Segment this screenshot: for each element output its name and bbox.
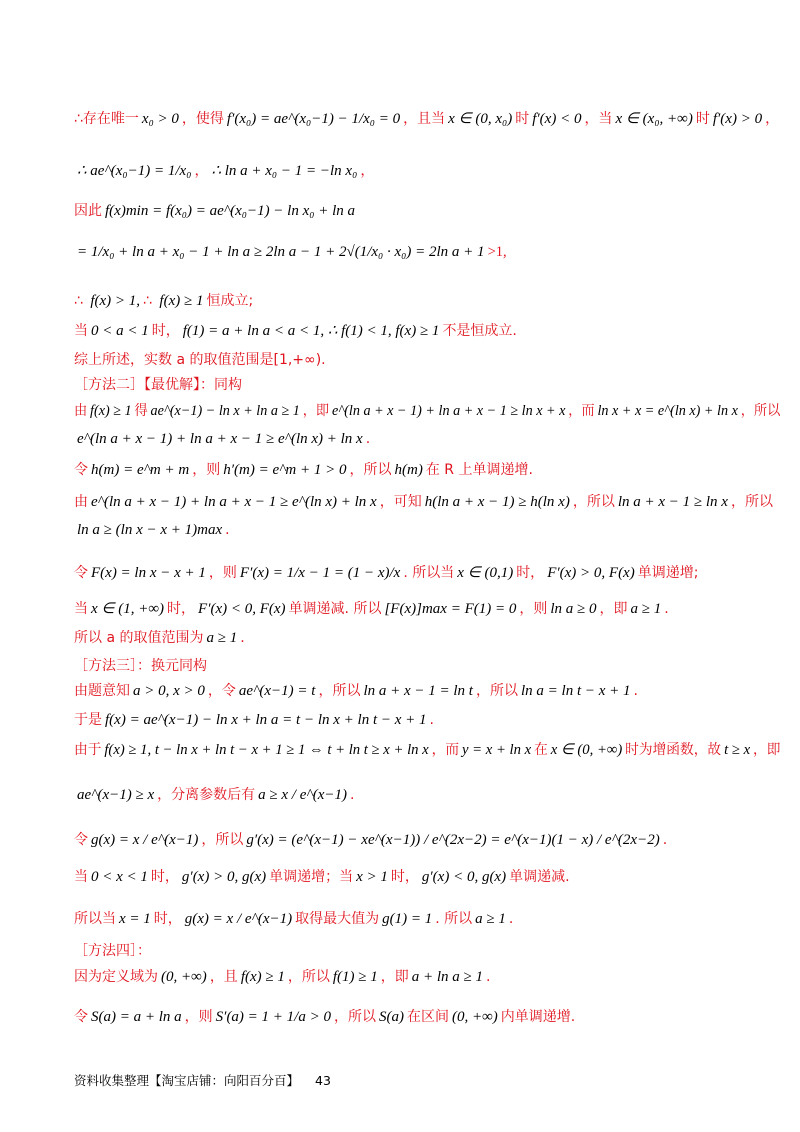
text-segment: ，即: [302, 403, 330, 419]
math-expression: S(a): [378, 1009, 404, 1025]
text-line: [74, 374, 760, 396]
text-segment: ，且当: [403, 111, 446, 127]
math-expression: h(ln a + x − 1) ≥ h(ln x): [424, 494, 570, 510]
math-expression: ae^(x−1) − ln x + ln a ≥ 1: [150, 403, 300, 419]
text-line: [74, 598, 760, 620]
math-expression: g′(x) > 0, g(x): [181, 869, 267, 885]
text-segment: 当: [74, 323, 88, 339]
text-segment: .: [240, 630, 245, 646]
math-expression: x = 1: [119, 911, 151, 927]
text-segment: ［方法四］：: [74, 943, 151, 959]
text-line: [74, 866, 760, 888]
math-expression: = 1/x₀ + ln a + x₀ − 1 + ln a ≥ 2ln a − 1 + 2√(1/x₀ · x₀) = 2ln a + 1: [77, 244, 485, 260]
text-segment: ，: [360, 163, 375, 179]
math-expression: f(x) ≥ 1: [240, 969, 285, 985]
text-line: [74, 966, 760, 988]
math-expression: f(x) ≥ 1: [90, 403, 132, 419]
math-expression: f(1) = a + ln a < a < 1, ∴ f(1) < 1, f(x) ≥ 1: [182, 323, 440, 339]
text-segment: 令: [74, 462, 88, 478]
text-segment: ∴: [74, 293, 88, 309]
math-expression: x ∈ (0, +∞): [550, 742, 623, 758]
text-line: [74, 739, 781, 761]
math-expression: e^(ln a + x − 1) + ln a + x − 1 ≥ e^(ln x) + ln x: [91, 494, 377, 510]
math-expression: h′(m) = e^m + 1 > 0: [223, 462, 347, 478]
text-segment: 取得最大值为: [295, 911, 380, 927]
text-segment: 综上所述，实数 a 的取值范围是[1,+∞).: [74, 352, 326, 368]
text-line: [74, 428, 760, 450]
text-segment: ，所以: [287, 969, 330, 985]
text-segment: 当: [74, 601, 88, 617]
math-expression: a ≥ x / e^(x−1): [258, 787, 347, 803]
math-expression: x ∈ (x₀, +∞): [615, 111, 693, 127]
math-expression: f(x) > 1,: [90, 293, 141, 309]
text-segment: 单调递增；当: [269, 869, 354, 885]
text-segment: 在 R 上单调递增.: [425, 462, 533, 478]
text-segment: 时，: [390, 869, 419, 885]
math-expression: f′(x) < 0: [532, 111, 582, 127]
text-segment: 由: [74, 494, 88, 510]
text-segment: 得: [134, 403, 148, 419]
text-segment: ，所以: [740, 403, 781, 419]
math-expression: a ≥ 1: [475, 911, 506, 927]
text-line: [74, 491, 773, 513]
math-expression: 0 < x < 1: [91, 869, 148, 885]
text-line: [74, 519, 760, 541]
text-segment: ∴: [143, 293, 157, 309]
text-segment: .: [225, 522, 230, 538]
text-segment: ，使得: [181, 111, 224, 127]
math-expression: S(a) = a + ln a: [91, 1009, 182, 1025]
math-expression: a > 0, x > 0: [133, 683, 205, 699]
text-segment: 时，: [516, 565, 545, 581]
text-line: [74, 655, 760, 677]
text-line: [74, 160, 760, 182]
text-segment: ，令: [207, 683, 236, 699]
math-expression: a + ln a ≥ 1: [411, 969, 484, 985]
math-expression: a ≥ 1: [630, 601, 662, 617]
text-segment: 恒成立;: [206, 293, 254, 309]
math-expression: F′(x) > 0, F(x): [547, 565, 635, 581]
math-expression: g(x) = x / e^(x−1): [91, 832, 199, 848]
text-segment: .: [486, 969, 491, 985]
text-line: [74, 680, 760, 702]
math-expression: e^(ln a + x − 1) + ln a + x − 1 ≥ ln x + x: [331, 403, 566, 419]
text-segment: 单调递减. 所以: [288, 601, 382, 617]
text-segment: 不是恒成立.: [442, 323, 517, 339]
text-segment: ，而: [568, 403, 595, 419]
text-segment: ，所以: [730, 494, 773, 510]
math-expression: g′(x) < 0, g(x): [421, 869, 507, 885]
math-expression: 0 < a < 1: [91, 323, 149, 339]
text-segment: ，分离参数后有: [157, 787, 256, 803]
text-segment: 由于: [74, 742, 102, 758]
math-expression: f(x)min = f(x₀) = ae^(x₀−1) − ln x₀ + ln a: [105, 203, 356, 219]
math-expression: ae^(x−1) = t: [238, 683, 316, 699]
math-expression: f(x) ≥ 1, t − ln x + ln t − x + 1 ≥ 1 ⇔ t + ln t ≥ x + ln x: [104, 742, 429, 758]
text-segment: ，则: [192, 462, 221, 478]
text-line: [74, 709, 760, 731]
math-expression: ln a ≥ (ln x − x + 1)max: [77, 522, 223, 538]
text-line: [74, 349, 760, 371]
math-expression: x ∈ (0, x₀): [448, 111, 513, 127]
math-expression: F′(x) < 0, F(x): [198, 601, 286, 617]
text-segment: 时，: [167, 601, 196, 617]
text-line: [74, 940, 760, 962]
math-expression: x₀ > 0: [141, 111, 179, 127]
math-expression: ae^(x−1) ≥ x: [77, 787, 155, 803]
text-line: [74, 908, 760, 930]
math-expression: f′(x₀) = ae^(x₀−1) − 1/x₀ = 0: [226, 111, 401, 127]
text-segment: .: [662, 832, 668, 848]
text-segment: 时，: [150, 869, 179, 885]
math-expression: g(1) = 1: [382, 911, 433, 927]
text-segment: 在区间: [406, 1009, 449, 1025]
math-expression: f(x) ≥ 1: [159, 293, 204, 309]
text-segment: ∴存在唯一: [74, 111, 139, 127]
text-segment: ，则: [208, 565, 237, 581]
text-segment: 由: [74, 403, 88, 419]
text-segment: ［方法二］【最优解】：同构: [74, 377, 242, 393]
math-expression: g(x) = x / e^(x−1): [184, 911, 293, 927]
text-segment: ［方法三］：换元同构: [74, 658, 207, 674]
text-line: [74, 459, 760, 481]
text-segment: ，所以: [333, 1009, 376, 1025]
text-segment: 时: [515, 111, 530, 127]
math-expression: h(m) = e^m + m: [91, 462, 190, 478]
math-expression: f(1) ≥ 1: [332, 969, 378, 985]
text-segment: .: [508, 911, 514, 927]
math-expression: F′(x) = 1/x − 1 = (1 − x)/x: [239, 565, 401, 581]
text-segment: 令: [74, 565, 88, 581]
text-line: [74, 108, 780, 130]
text-segment: 单调递减.: [509, 869, 570, 885]
text-line: [74, 320, 760, 342]
math-expression: f′(x) > 0: [712, 111, 763, 127]
text-segment: . 所以: [435, 911, 473, 927]
text-segment: 所以当: [74, 911, 116, 927]
text-segment: 令: [74, 832, 88, 848]
text-segment: ，所以: [475, 683, 518, 699]
text-segment: ，所以: [318, 683, 361, 699]
text-line: [74, 290, 760, 312]
text-line: [74, 627, 760, 649]
text-segment: ，所以: [349, 462, 392, 478]
text-line: [74, 1006, 760, 1028]
math-expression: y = x + ln x: [461, 742, 532, 758]
text-segment: .: [664, 601, 669, 617]
text-segment: >1,: [487, 244, 507, 260]
text-segment: ，当: [584, 111, 613, 127]
text-line: [74, 562, 760, 584]
text-segment: 当: [74, 869, 88, 885]
math-expression: ln a + x − 1 = ln t: [363, 683, 473, 699]
text-segment: ，而: [431, 742, 460, 758]
math-expression: (0, +∞): [161, 969, 207, 985]
text-segment: ，: [765, 111, 780, 127]
text-segment: .: [349, 787, 355, 803]
text-segment: ，即: [753, 742, 781, 758]
text-line: [74, 241, 760, 263]
math-expression: F(x) = ln x − x + 1: [91, 565, 206, 581]
text-segment: ，即: [599, 601, 628, 617]
text-segment: 单调递增;: [637, 565, 699, 581]
math-expression: ln x + x = e^(ln x) + ln x: [597, 403, 738, 419]
text-segment: ，即: [380, 969, 409, 985]
text-line: [74, 784, 760, 806]
math-expression: a ≥ 1: [206, 630, 238, 646]
math-expression: [F(x)]max = F(1) = 0: [384, 601, 517, 617]
math-expression: x > 1: [356, 869, 388, 885]
text-segment: .: [633, 683, 638, 699]
text-segment: .: [365, 431, 371, 447]
text-segment: ，可知: [379, 494, 422, 510]
math-expression: g′(x) = (e^(x−1) − xe^(x−1)) / e^(2x−2) = e^(x−1)(1 − x) / e^(2x−2): [246, 832, 660, 848]
text-segment: ，所以: [572, 494, 615, 510]
text-segment: ，: [194, 163, 209, 179]
text-line: [74, 200, 760, 222]
math-expression: h(m): [394, 462, 423, 478]
math-expression: x ∈ (0,1): [457, 565, 514, 581]
math-expression: t ≥ x: [724, 742, 751, 758]
text-segment: 在: [534, 742, 548, 758]
text-segment: 由题意知: [74, 683, 130, 699]
text-segment: 时，: [153, 911, 182, 927]
footer-source: 资料收集整理【淘宝店铺：向阳百分百】: [74, 1073, 300, 1088]
text-segment: 内单调递增.: [500, 1009, 576, 1025]
text-segment: 时为增函数，故: [625, 742, 722, 758]
math-expression: ∴ ln a + x₀ − 1 = −ln x₀: [211, 163, 358, 179]
math-expression: x ∈ (1, +∞): [91, 601, 165, 617]
page-footer: [74, 1071, 331, 1089]
text-segment: ，则: [519, 601, 548, 617]
text-segment: 因此: [74, 203, 102, 219]
math-expression: ∴ ae^(x₀−1) = 1/x₀: [77, 163, 192, 179]
text-segment: . 所以当: [403, 565, 455, 581]
text-segment: ，且: [209, 969, 238, 985]
math-expression: (0, +∞): [451, 1009, 498, 1025]
math-expression: ln a + x − 1 ≥ ln x: [617, 494, 728, 510]
text-segment: 时，: [151, 323, 180, 339]
math-expression: S′(a) = 1 + 1/a > 0: [215, 1009, 331, 1025]
text-segment: 于是: [74, 712, 102, 728]
text-segment: 令: [74, 1009, 88, 1025]
text-line: [74, 400, 781, 422]
text-segment: ，所以: [201, 832, 244, 848]
math-expression: e^(ln a + x − 1) + ln a + x − 1 ≥ e^(ln x) + ln x: [77, 431, 363, 447]
math-expression: ln a ≥ 0: [550, 601, 597, 617]
math-expression: ln a = ln t − x + 1: [520, 683, 631, 699]
text-line: [74, 829, 760, 851]
text-segment: 所以 a 的取值范围为: [74, 630, 204, 646]
text-segment: .: [429, 712, 434, 728]
text-segment: 时: [695, 111, 710, 127]
text-segment: 因为定义域为: [74, 969, 158, 985]
text-segment: ，则: [184, 1009, 213, 1025]
math-expression: f(x) = ae^(x−1) − ln x + ln a = t − ln x + ln t − x + 1: [105, 712, 427, 728]
page-number: 43: [315, 1073, 331, 1088]
